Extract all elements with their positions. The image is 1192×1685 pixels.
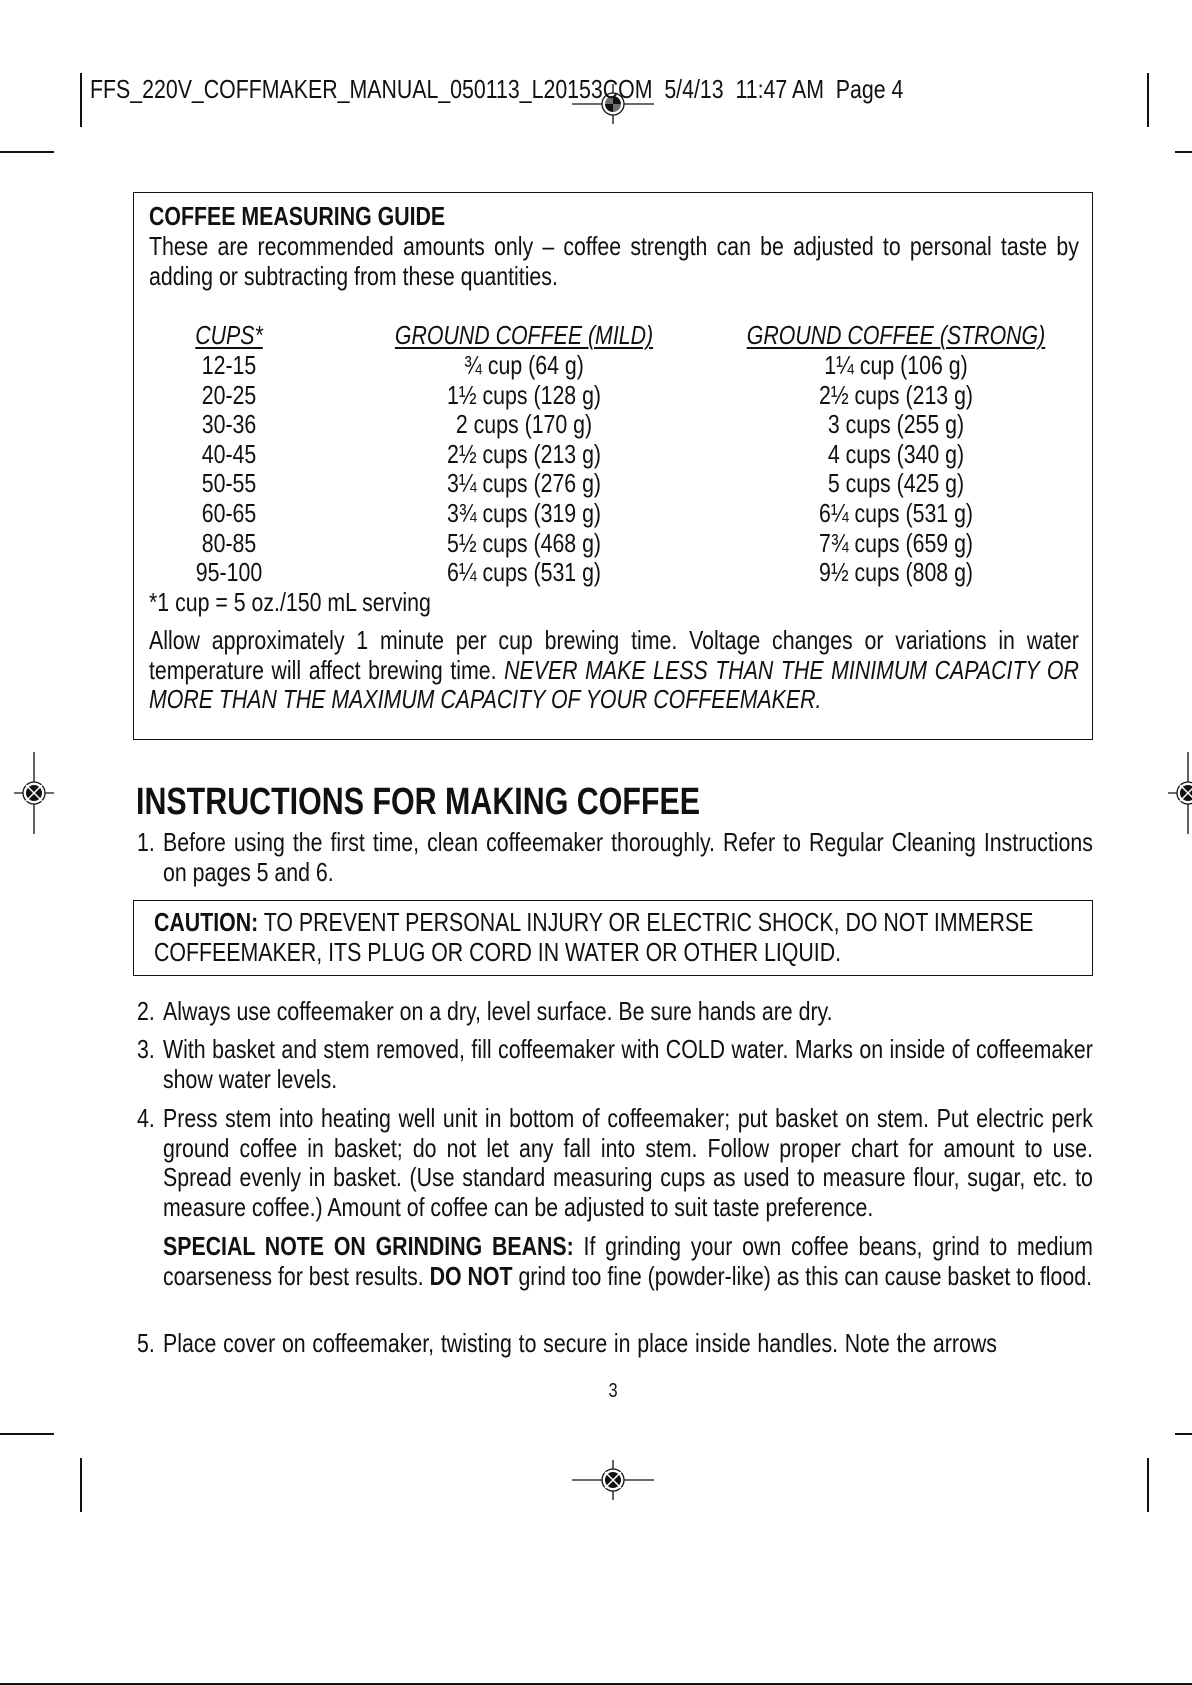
table-cell-cups: 30-36 <box>201 409 257 440</box>
guide-note-warning: NEVER MAKE LESS THAN THE MINIMUM CAPACITY OR MORE THAN THE MAXIMUM CAPACITY OF YOUR COFFEEMAKER. <box>149 654 1079 714</box>
crop-mark <box>1175 151 1192 153</box>
crop-mark <box>0 1433 54 1435</box>
table-cell-mild: 2 cups (170 g) <box>455 409 593 440</box>
table-cell-mild: 5½ cups (468 g) <box>446 527 602 558</box>
step-number: 1. <box>137 827 155 857</box>
instructions-heading: INSTRUCTIONS FOR MAKING COFFEE <box>136 781 701 823</box>
guide-footnote: *1 cup = 5 oz./150 mL serving <box>149 587 431 617</box>
special-note-text: If grinding your own coffee beans, grind to medium coarseness for best results. <box>163 1231 1093 1291</box>
table-cell-strong: 6¼ cups (531 g) <box>818 498 974 528</box>
column-header-mild: GROUND COFFEE (MILD) <box>394 320 654 350</box>
crop-mark <box>1147 1458 1149 1512</box>
table-cell-strong: 4 cups (340 g) <box>827 438 965 469</box>
special-note-text-end: grind too fine (powder-like) as this can cause basket to flood. <box>512 1260 1093 1291</box>
table-cell-strong: 5 cups (425 g) <box>827 468 965 499</box>
registration-mark-icon <box>14 752 54 834</box>
table-cell-cups: 60-65 <box>201 498 257 528</box>
special-note <box>163 1232 1093 1291</box>
caution-message: TO PREVENT PERSONAL INJURY OR ELECTRIC SHOCK, DO NOT IMMERSE COFFEEMAKER, ITS PLUG OR CORD IN WATER OR OTHER LIQUID. <box>154 907 1034 967</box>
table-cell-mild: 6¼ cups (531 g) <box>446 557 602 588</box>
step-number: 4. <box>137 1103 155 1133</box>
table-cell-strong: 1¼ cup (106 g) <box>824 350 968 380</box>
table-cell-mild: 3¾ cups (319 g) <box>446 498 602 528</box>
caution-text <box>154 908 1084 967</box>
guide-intro: These are recommended amounts only – coffee strength can be adjusted to personal taste by adding or subtracting from these quantities. <box>149 231 1079 291</box>
column-header-strong: GROUND COFFEE (STRONG) <box>746 320 1046 350</box>
guide-note <box>149 626 1079 715</box>
table-cell-cups: 80-85 <box>201 527 257 558</box>
step-5: Place cover on coffeemaker, twisting to secure in place inside handles. Note the arrows <box>163 1328 997 1358</box>
table-cell-mild: 3¼ cups (276 g) <box>446 468 602 499</box>
table-cell-strong: 9½ cups (808 g) <box>818 557 974 588</box>
crop-mark <box>80 1458 82 1512</box>
step-number: 3. <box>137 1034 155 1064</box>
page-number: 3 <box>608 1380 618 1402</box>
table-cell-cups: 12-15 <box>201 350 257 380</box>
special-note-label: SPECIAL NOTE ON GRINDING BEANS: <box>163 1231 574 1261</box>
step-3: With basket and stem removed, fill coffeemaker with COLD water. Marks on inside of coffeemaker show water levels. <box>163 1034 1093 1094</box>
table-cell-strong: 7¾ cups (659 g) <box>818 527 974 558</box>
crop-mark <box>0 151 54 153</box>
guide-note-text: Allow approximately 1 minute per cup brewing time. Voltage changes or variations in water temperature will affect brewing time. <box>149 625 1079 685</box>
table-cell-mild: 1½ cups (128 g) <box>446 379 602 410</box>
step-4: Press stem into heating well unit in bottom of coffeemaker; put basket on stem. Put electric perk ground coffee in basket; do not let any fall into stem. Follow proper chart for amount to use. Spread evenly in basket. (Use standard measuring cups as used to measure flour, sugar, etc. to measure coffee.) Amount of coffee can be adjusted to suit taste preference. <box>163 1103 1093 1222</box>
step-number: 2. <box>137 996 155 1026</box>
caution-label: CAUTION: <box>154 907 259 937</box>
table-cell-cups: 40-45 <box>201 438 257 469</box>
registration-mark-icon <box>1168 752 1192 834</box>
table-cell-cups: 20-25 <box>201 379 257 410</box>
step-1: Before using the first time, clean coffeemaker thoroughly. Refer to Regular Cleaning Instructions on pages 5 and 6. <box>163 827 1093 887</box>
column-header-cups: CUPS* <box>195 320 263 350</box>
table-cell-cups: 95-100 <box>195 557 263 588</box>
table-cell-mild: ¾ cup (64 g) <box>464 350 584 380</box>
crop-mark <box>80 73 82 127</box>
special-note-emphasis: DO NOT <box>429 1260 513 1291</box>
table-cell-strong: 3 cups (255 g) <box>827 409 965 440</box>
crop-mark <box>1175 1433 1192 1435</box>
step-number: 5. <box>137 1328 155 1358</box>
table-cell-strong: 2½ cups (213 g) <box>818 379 974 410</box>
crop-mark <box>1147 73 1149 127</box>
table-cell-cups: 50-55 <box>201 468 257 499</box>
guide-title: COFFEE MEASURING GUIDE <box>149 201 446 231</box>
table-cell-mild: 2½ cups (213 g) <box>446 438 602 469</box>
registration-mark-icon <box>572 1460 654 1500</box>
step-2: Always use coffeemaker on a dry, level surface. Be sure hands are dry. <box>163 996 833 1026</box>
slug-line: FFS_220V_COFFMAKER_MANUAL_050113_L20153COM 5/4/13 11:47 AM Page 4 <box>90 74 904 104</box>
